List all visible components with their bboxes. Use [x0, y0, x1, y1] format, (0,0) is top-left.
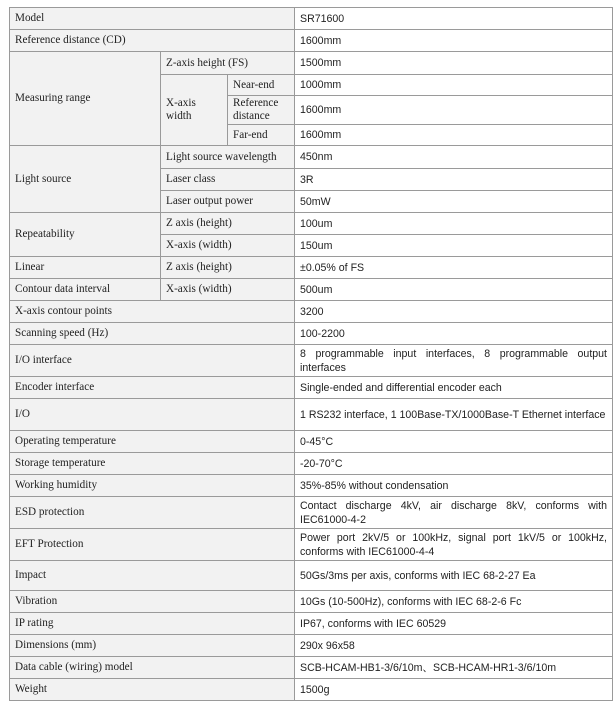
encoder-interface-value: Single-ended and differential encoder each: [295, 377, 613, 399]
model-value: SR71600: [295, 8, 613, 30]
table-row: [10, 213, 613, 235]
x-contour-points-label: X-axis contour points: [10, 301, 295, 323]
table-row: [10, 301, 613, 323]
contour-interval-value: 500um: [295, 279, 613, 301]
data-cable-value: SCB-HCAM-HB1-3/6/10m、SCB-HCAM-HR1-3/6/10m: [295, 657, 613, 679]
output-power-label: Laser output power: [161, 191, 295, 213]
measuring-range-label: Measuring range: [10, 52, 161, 146]
table-row: [10, 679, 613, 701]
wavelength-value: 450nm: [295, 146, 613, 169]
scanning-speed-value: 100-2200: [295, 323, 613, 345]
scanning-speed-label: Scanning speed (Hz): [10, 323, 295, 345]
ip-rating-label: IP rating: [10, 613, 295, 635]
table-row: [10, 613, 613, 635]
table-row: [10, 257, 613, 279]
working-humidity-value: 35%-85% without condensation: [295, 475, 613, 497]
weight-value: 1500g: [295, 679, 613, 701]
storage-temp-label: Storage temperature: [10, 453, 295, 475]
data-cable-label: Data cable (wiring) model: [10, 657, 295, 679]
ip-rating-value: IP67, conforms with IEC 60529: [295, 613, 613, 635]
io-interface-value: 8 programmable input interfaces, 8 programmable output interfaces: [295, 345, 613, 377]
output-power-value: 50mW: [295, 191, 613, 213]
table-row: [10, 279, 613, 301]
near-end-value: 1000mm: [295, 75, 613, 96]
table-row: [10, 529, 613, 561]
operating-temp-value: 0-45°C: [295, 431, 613, 453]
table-row: [10, 30, 613, 52]
storage-temp-value: -20-70°C: [295, 453, 613, 475]
table-row: [10, 323, 613, 345]
contour-interval-label: Contour data interval: [10, 279, 161, 301]
near-end-label: Near-end: [228, 75, 295, 96]
reference-distance-value: 1600mm: [295, 30, 613, 52]
table-row: [10, 657, 613, 679]
spec-table: [9, 7, 613, 701]
linear-label: Linear: [10, 257, 161, 279]
x-axis-width-label: X-axis width: [161, 75, 228, 146]
vibration-label: Vibration: [10, 591, 295, 613]
table-row: [10, 146, 613, 169]
light-source-label: Light source: [10, 146, 161, 213]
impact-value: 50Gs/3ms per axis, conforms with IEC 68-2-27 Ea: [295, 561, 613, 591]
esd-label: ESD protection: [10, 497, 295, 529]
repeatability-label: Repeatability: [10, 213, 161, 257]
wavelength-label: Light source wavelength: [161, 146, 295, 169]
table-row: [10, 52, 613, 75]
vibration-value: 10Gs (10-500Hz), conforms with IEC 68-2-6 Fc: [295, 591, 613, 613]
io-value: 1 RS232 interface, 1 100Base-TX/1000Base-T Ethernet interface: [295, 399, 613, 431]
table-row: [10, 431, 613, 453]
weight-label: Weight: [10, 679, 295, 701]
reference-label: Reference distance: [228, 96, 295, 125]
reference-distance-label: Reference distance (CD): [10, 30, 295, 52]
impact-label: Impact: [10, 561, 295, 591]
dimensions-label: Dimensions (mm): [10, 635, 295, 657]
eft-label: EFT Protection: [10, 529, 295, 561]
table-row: [10, 561, 613, 591]
eft-value: Power port 2kV/5 or 100kHz, signal port 1kV/5 or 100kHz, conforms with IEC61000-4-4: [295, 529, 613, 561]
repeatability-z-label: Z axis (height): [161, 213, 295, 235]
laser-class-label: Laser class: [161, 169, 295, 191]
table-row: [10, 591, 613, 613]
io-label: I/O: [10, 399, 295, 431]
esd-value: Contact discharge 4kV, air discharge 8kV, conforms with IEC61000-4-2: [295, 497, 613, 529]
table-row: [10, 497, 613, 529]
contour-interval-sub-label: X-axis (width): [161, 279, 295, 301]
operating-temp-label: Operating temperature: [10, 431, 295, 453]
model-label: Model: [10, 8, 295, 30]
table-row: [10, 8, 613, 30]
table-row: [10, 475, 613, 497]
far-end-value: 1600mm: [295, 125, 613, 146]
table-row: [10, 377, 613, 399]
dimensions-value: 290x 96x58: [295, 635, 613, 657]
table-row: [10, 453, 613, 475]
linear-value: ±0.05% of FS: [295, 257, 613, 279]
x-contour-points-value: 3200: [295, 301, 613, 323]
working-humidity-label: Working humidity: [10, 475, 295, 497]
repeatability-x-label: X-axis (width): [161, 235, 295, 257]
z-axis-height-value: 1500mm: [295, 52, 613, 75]
repeatability-x-value: 150um: [295, 235, 613, 257]
reference-value: 1600mm: [295, 96, 613, 125]
encoder-interface-label: Encoder interface: [10, 377, 295, 399]
table-row: [10, 635, 613, 657]
io-interface-label: I/O interface: [10, 345, 295, 377]
laser-class-value: 3R: [295, 169, 613, 191]
repeatability-z-value: 100um: [295, 213, 613, 235]
table-row: [10, 345, 613, 377]
z-axis-height-label: Z-axis height (FS): [161, 52, 295, 75]
linear-sub-label: Z axis (height): [161, 257, 295, 279]
table-row: [10, 399, 613, 431]
far-end-label: Far-end: [228, 125, 295, 146]
